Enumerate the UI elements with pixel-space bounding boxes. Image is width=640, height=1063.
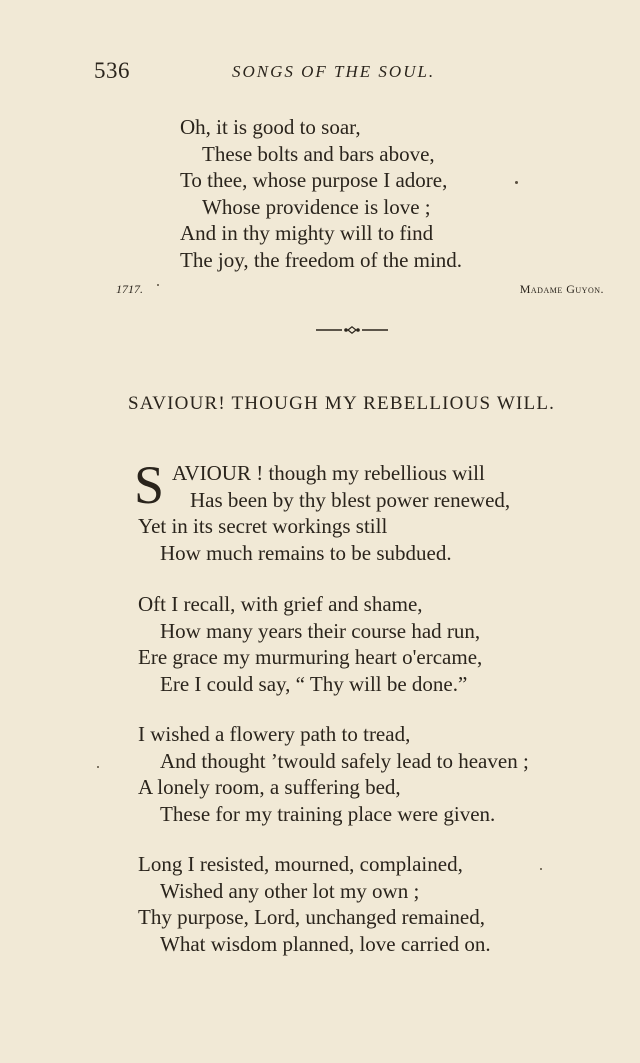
verse-line: Yet in its secret workings still: [138, 514, 388, 538]
paper-speck: [157, 284, 159, 286]
verse-line: Whose providence is love ;: [202, 194, 431, 219]
stanza-1: [134, 455, 511, 566]
stanza-2: [138, 591, 482, 697]
stanza-3: [138, 721, 529, 827]
verse-line: How much remains to be subdued.: [160, 540, 452, 565]
stanza-4: [138, 851, 491, 957]
verse-line: Wished any other lot my own ;: [160, 878, 420, 903]
verse-line: Ere grace my murmuring heart o'ercame,: [138, 645, 483, 669]
verse-line: To thee, whose purpose I adore,: [180, 168, 448, 192]
poem-date: 1717.: [116, 282, 143, 296]
paper-speck: [97, 766, 99, 768]
verse-line: How many years their course had run,: [160, 618, 481, 643]
previous-poem-ending: [180, 114, 462, 273]
verse-line: Oh, it is good to soar,: [180, 115, 361, 139]
verse-line-text: AVIOUR ! though my rebellious will: [172, 461, 485, 485]
verse-line: Ere I could say, “ Thy will be done.”: [160, 671, 468, 696]
poem-title: SAVIOUR! THOUGH MY REBELLIOUS WILL.: [128, 393, 556, 414]
divider-ornament: [316, 326, 388, 334]
drop-cap: S: [134, 455, 165, 515]
verse-line: Long I resisted, mourned, complained,: [138, 852, 463, 876]
verse-line: Thy purpose, Lord, unchanged remained,: [138, 905, 485, 929]
verse-line: These bolts and bars above,: [202, 141, 435, 166]
verse-line: Oft I recall, with grief and shame,: [138, 592, 423, 616]
poem-author: Madame Guyon.: [519, 282, 604, 296]
verse-line: The joy, the freedom of the mind.: [180, 247, 463, 272]
verse-line: Has been by thy blest power renewed,: [190, 487, 511, 512]
verse-line: What wisdom planned, love carried on.: [160, 931, 491, 956]
paper-speck: [540, 868, 542, 870]
paper-speck: [515, 181, 518, 184]
verse-line: A lonely room, a suffering bed,: [138, 775, 401, 799]
verse-line: I wished a flowery path to tread,: [138, 722, 411, 746]
verse-line: And in thy mighty will to find: [180, 221, 434, 245]
page-number: 536: [94, 58, 130, 83]
verse-line: And thought ’twould safely lead to heaven ;: [160, 748, 529, 773]
running-title: SONGS OF THE SOUL.: [232, 62, 436, 81]
verse-line: These for my training place were given.: [160, 801, 496, 826]
